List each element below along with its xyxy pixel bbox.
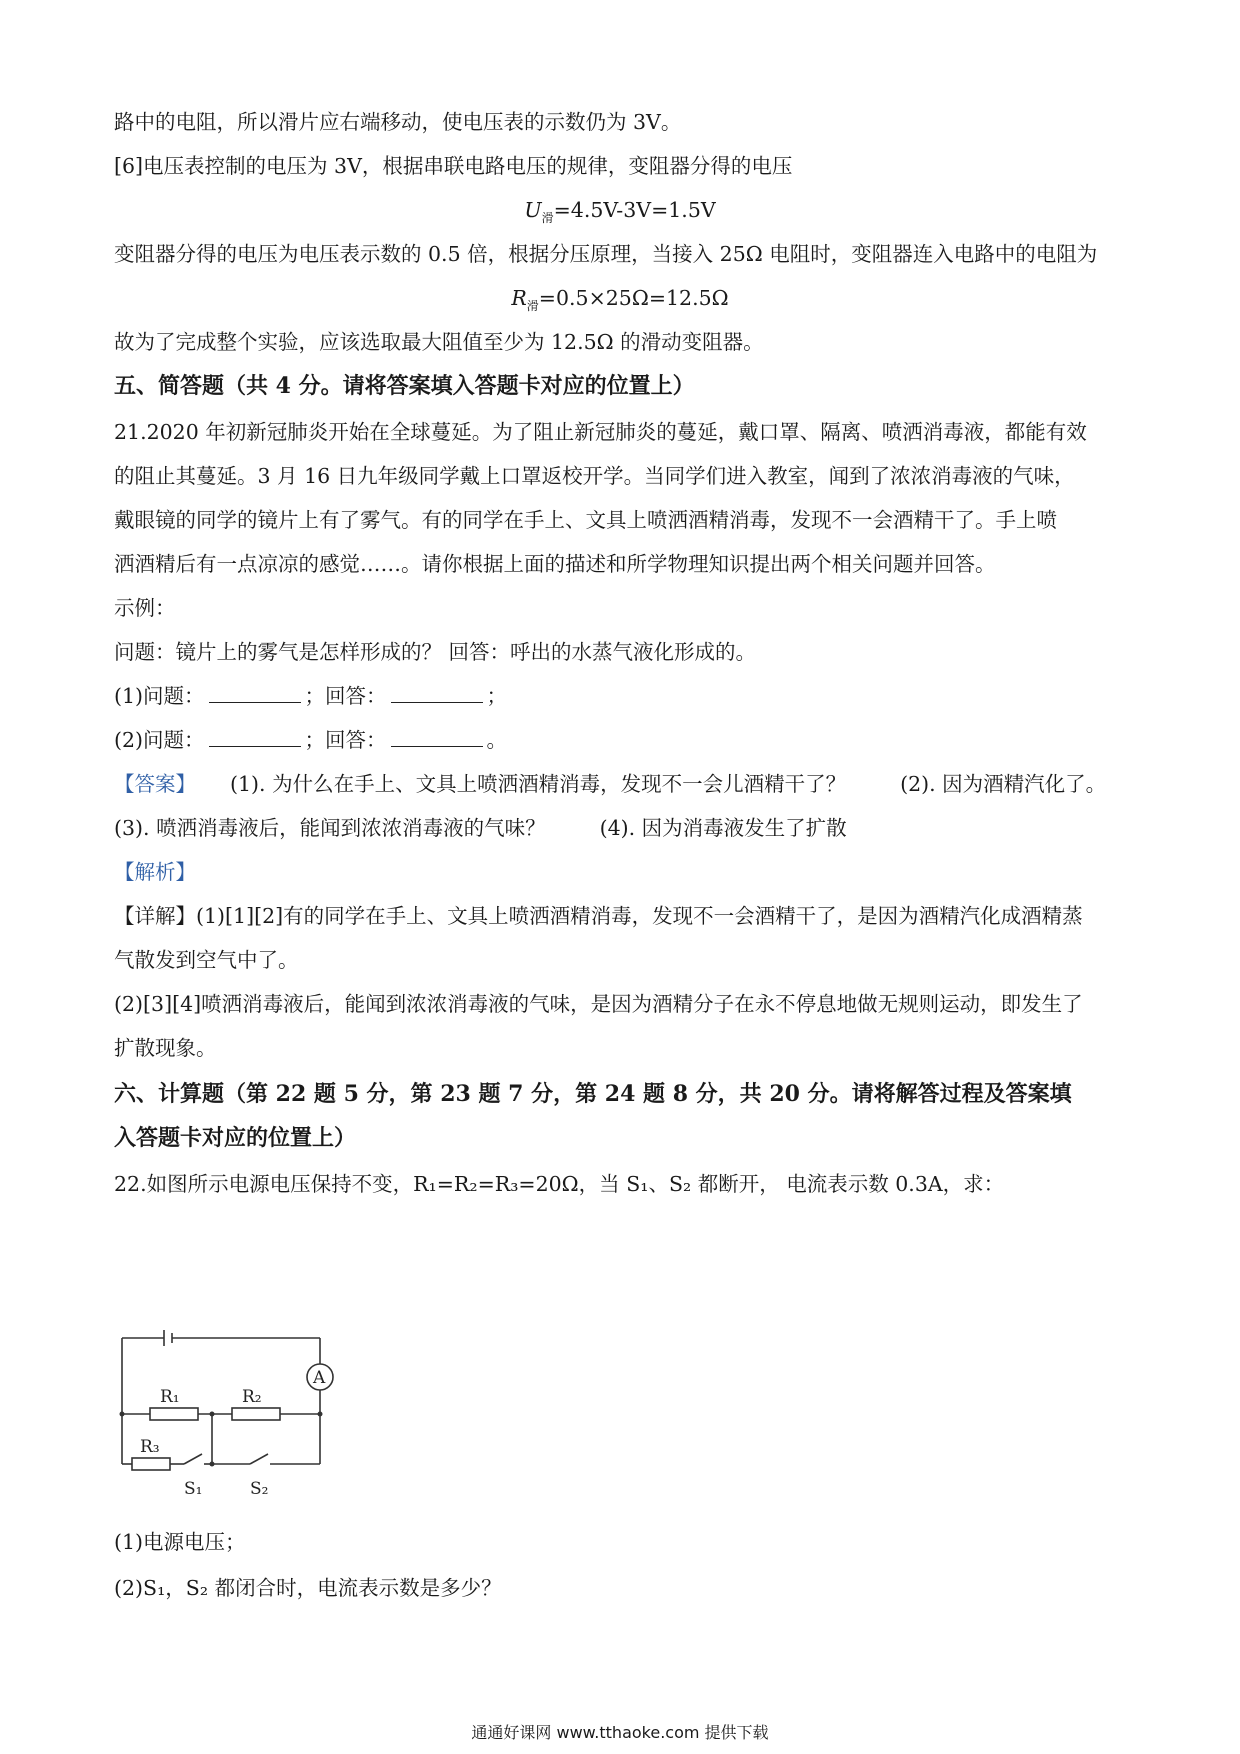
- question-text: 戴眼镜的同学的镜片上有了雾气。有的同学在手上、文具上喷洒酒精消毒，发现不一会酒精干了。手上喷: [114, 508, 1057, 532]
- answer-4: (4). 因为消毒液发生了扩散: [599, 816, 847, 840]
- answer-1: (1). 为什么在手上、文具上喷洒酒精消毒，发现不一会儿酒精干了？: [230, 772, 847, 796]
- text-line: 故为了完成整个实验，应该选取最大阻值至少为 12.5Ω 的滑动变阻器。: [114, 330, 764, 354]
- question-text: 的阻止其蔓延。3 月 16 日九年级同学戴上口罩返校开学。当同学们进入教室，闻到了浓浓消毒液的气味，: [114, 464, 1075, 488]
- answer-line: [114, 814, 1134, 842]
- answer-blank: [209, 682, 301, 703]
- answer-3: (3). 喷洒消毒液后，能闻到浓浓消毒液的气味？: [114, 816, 546, 840]
- circuit-diagram: [112, 1322, 352, 1502]
- equation-body: =0.5×25Ω=12.5Ω: [538, 286, 729, 310]
- equation-subscript: 滑: [526, 299, 539, 314]
- text-line: [6]电压表控制的电压为 3V，根据串联电路电压的规律，变阻器分得的电压: [114, 154, 793, 178]
- equation-body: =4.5V-3V=1.5V: [553, 198, 716, 222]
- answer-tag: 【答案】: [114, 772, 196, 796]
- detail-text: 扩散现象。: [114, 1036, 217, 1060]
- blank-label: ；回答：: [304, 684, 387, 708]
- blank-end: 。: [486, 728, 508, 752]
- label-r1: R₁: [160, 1387, 180, 1407]
- answer-blank: [391, 682, 483, 703]
- label-s1: S₁: [184, 1479, 203, 1499]
- example-qa: 问题：镜片上的雾气是怎样形成的？ 回答：呼出的水蒸气液化形成的。: [114, 640, 757, 664]
- equation-subscript: 滑: [541, 211, 554, 226]
- page-footer: 通通好课网 www.tthaoke.com 提供下载: [471, 1723, 769, 1742]
- equation: [0, 284, 1240, 320]
- equation-variable: U: [524, 198, 542, 222]
- blank-end: ；: [486, 684, 508, 708]
- label-r3: R₃: [140, 1437, 160, 1457]
- answer-2: (2). 因为酒精汽化了。: [900, 772, 1107, 796]
- equation-variable: R: [511, 286, 527, 310]
- analysis-tag: 【解析】: [114, 860, 196, 884]
- section-heading: 五、简答题（共 4 分。请将答案填入答题卡对应的位置上）: [114, 373, 695, 399]
- question-text: 21.2020 年初新冠肺炎开始在全球蔓延。为了阻止新冠肺炎的蔓延，戴口罩、隔离、喷洒消毒液，都能有效: [114, 420, 1087, 444]
- text-line: 路中的电阻，所以滑片应右端移动，使电压表的示数仍为 3V。: [114, 110, 682, 134]
- question-part: (2)S₁，S₂ 都闭合时，电流表示数是多少？: [114, 1576, 502, 1600]
- detail-text: 【详解】(1)[1][2]有的同学在手上、文具上喷洒酒精消毒，发现不一会酒精干了，是因为酒精汽化成酒精蒸: [114, 904, 1083, 928]
- label-r2: R₂: [242, 1387, 262, 1407]
- equation: [0, 196, 1240, 232]
- question-text: 洒酒精后有一点凉凉的感觉……。请你根据上面的描述和所学物理知识提出两个相关问题并回答。: [114, 552, 996, 576]
- blank-line-2: [114, 726, 1134, 754]
- question-text: 22.如图所示电源电压保持不变，R₁=R₂=R₃=20Ω，当 S₁、S₂ 都断开， 电流表示数 0.3A，求：: [114, 1172, 1005, 1196]
- answer-blank: [391, 726, 483, 747]
- label-s2: S₂: [250, 1479, 269, 1499]
- section-heading: 入答题卡对应的位置上）: [114, 1125, 357, 1151]
- blank-label: ；回答：: [304, 728, 387, 752]
- blank-label: (2)问题：: [114, 728, 205, 752]
- answer-line: [114, 770, 1134, 798]
- text-line: 变阻器分得的电压为电压表示数的 0.5 倍，根据分压原理，当接入 25Ω 电阻时，变阻器连入电路中的电阻为: [114, 242, 1098, 266]
- section-heading: 六、计算题（第 22 题 5 分，第 23 题 7 分，第 24 题 8 分，共 20 分。请将解答过程及答案填: [114, 1081, 1072, 1107]
- blank-label: (1)问题：: [114, 684, 205, 708]
- detail-text: 气散发到空气中了。: [114, 948, 299, 972]
- detail-text: (2)[3][4]喷洒消毒液后，能闻到浓浓消毒液的气味，是因为酒精分子在永不停息地做无规则运动，即发生了: [114, 992, 1083, 1016]
- ammeter-label: A: [313, 1368, 326, 1388]
- blank-line-1: [114, 682, 1134, 710]
- example-label: 示例：: [114, 596, 176, 620]
- question-part: (1)电源电压；: [114, 1530, 246, 1554]
- answer-blank: [209, 726, 301, 747]
